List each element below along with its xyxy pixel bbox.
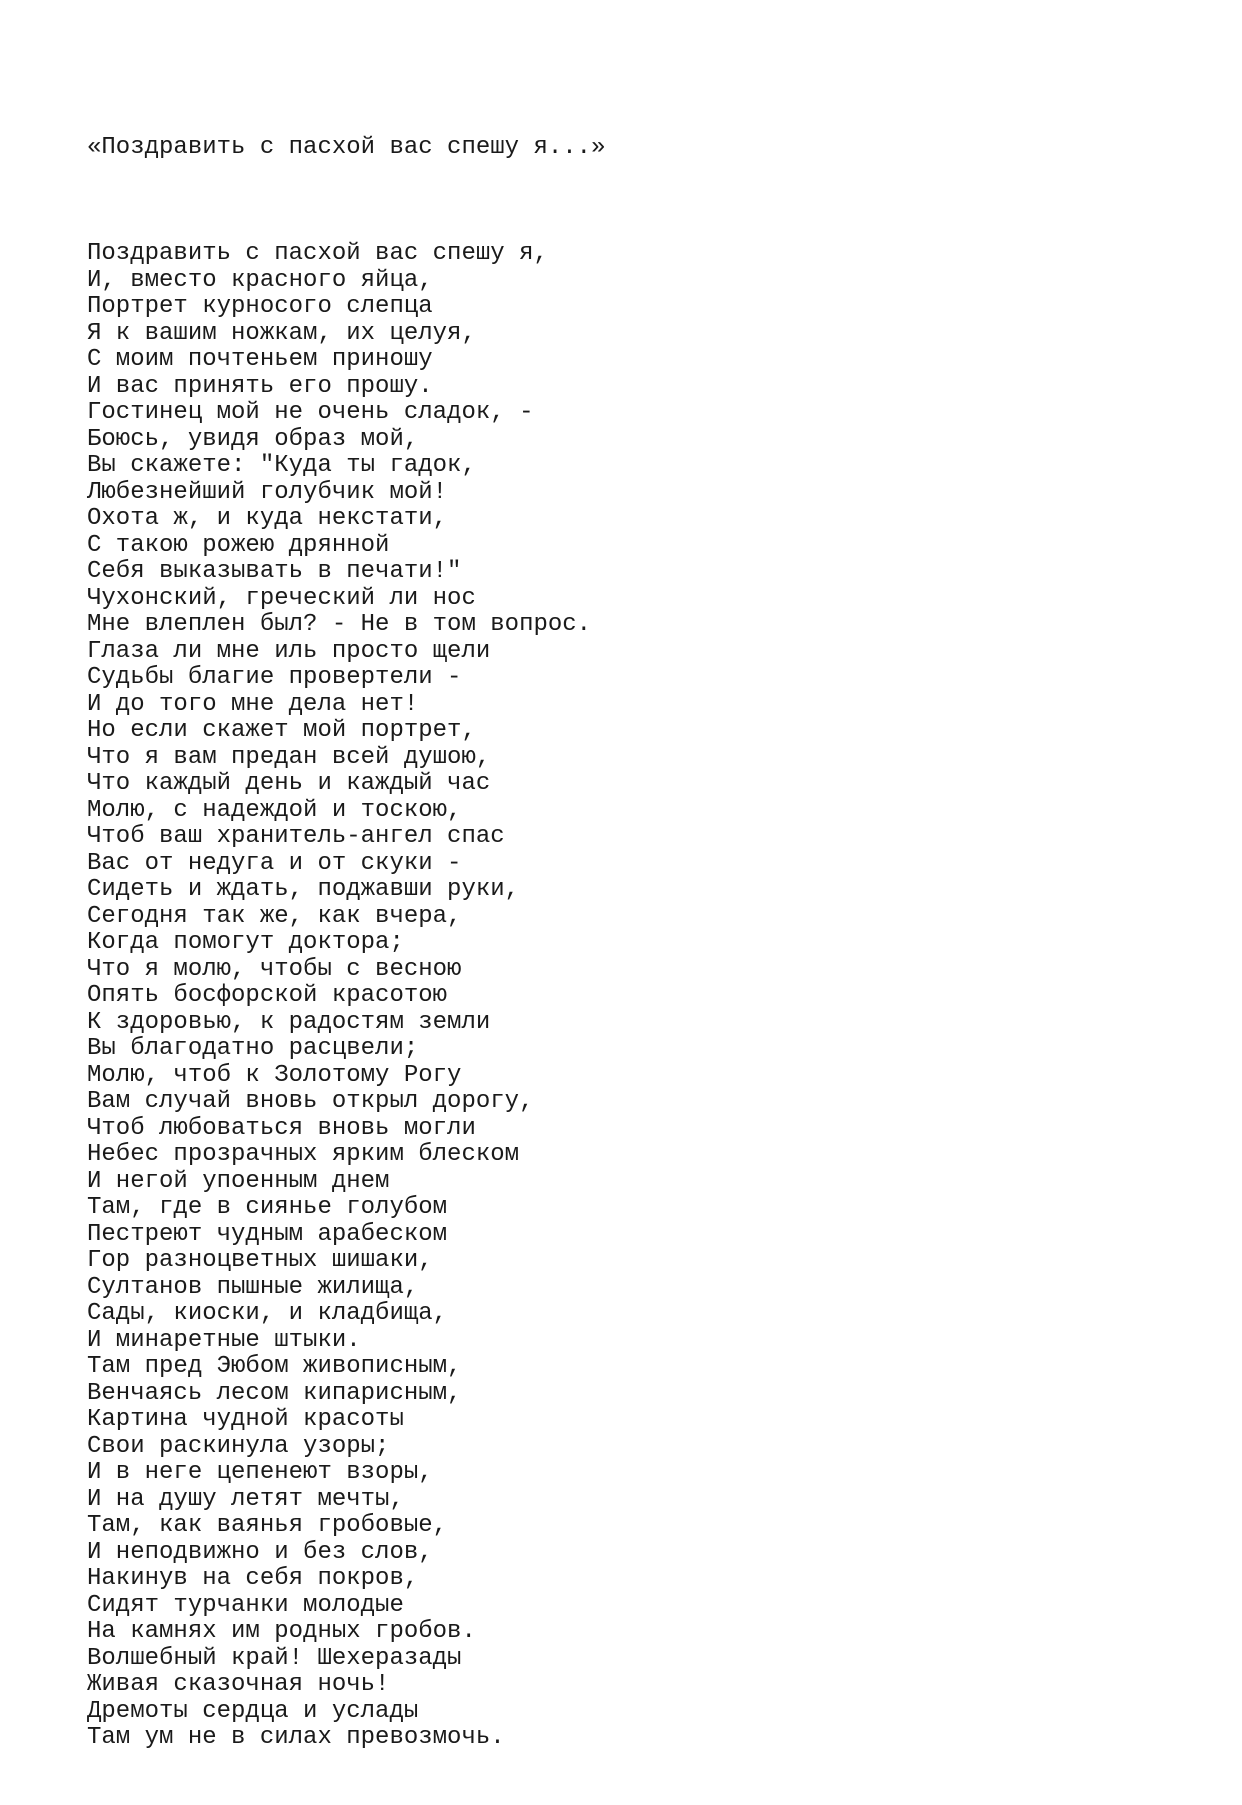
poem-line: И минаретные штыки.	[87, 1326, 361, 1354]
poem-line: Молю, чтоб к Золотому Рогу	[87, 1061, 462, 1089]
poem-line: Вы скажете: "Куда ты гадок,	[87, 452, 476, 479]
poem-line: Вам случай вновь открыл дорогу,	[87, 1088, 534, 1115]
poem-line: Там, как ваянья гробовые,	[87, 1512, 448, 1539]
poem-line: И до того мне дела нет!	[87, 690, 419, 718]
poem-line: Мне влеплен был? - Не в том вопрос.	[87, 611, 592, 638]
poem-line: Боюсь, увидя образ мой,	[87, 425, 419, 453]
poem-title: «Поздравить с пасхой вас спешу я...»	[87, 134, 606, 161]
poem-line: С такою рожею дрянной	[87, 531, 390, 559]
poem-line: Чтоб любоваться вновь могли	[87, 1114, 476, 1142]
poem-line: Но если скажет мой портрет,	[87, 717, 476, 744]
poem-line: И негой упоенным днем	[87, 1167, 390, 1195]
poem-line: Накинув на себя покров,	[87, 1565, 419, 1592]
poem-line: Там ум не в силах превозмочь.	[87, 1724, 505, 1751]
poem-line: Чухонский, греческий ли нос	[87, 584, 476, 612]
poem-line: И вас принять его прошу.	[87, 372, 433, 400]
poem-line: И неподвижно и без слов,	[87, 1538, 433, 1566]
poem-line: Картина чудной красоты	[87, 1406, 404, 1433]
poem-line: Свои раскинула узоры;	[87, 1432, 390, 1460]
poem-line: Молю, с надеждой и тоскою,	[87, 796, 462, 824]
poem-line: Чтоб ваш хранитель-ангел спас	[87, 823, 505, 850]
poem-line: Вы благодатно расцвели;	[87, 1035, 419, 1062]
poem-line: Себя выказывать в печати!"	[87, 558, 462, 585]
poem-line: Любезнейший голубчик мой!	[87, 478, 448, 506]
poem-line: Там пред Эюбом живописным,	[87, 1353, 462, 1380]
poem-line: Сегодня так же, как вчера,	[87, 902, 462, 930]
poem-line: И, вместо красного яйца,	[87, 266, 433, 294]
poem-line: На камнях им родных гробов.	[87, 1618, 476, 1645]
poem-line: Гостинец мой не очень сладок, -	[87, 399, 534, 426]
poem-line: Венчаясь лесом кипарисным,	[87, 1379, 462, 1407]
poem-line: Вас от недуга и от скуки -	[87, 849, 462, 877]
poem-line: Сидят турчанки молодые	[87, 1591, 404, 1619]
poem-line: Портрет курносого слепца	[87, 293, 433, 320]
poem-line: Глаза ли мне иль просто щели	[87, 637, 491, 665]
poem-line: Что я молю, чтобы с весною	[87, 955, 462, 983]
poem-line: Султанов пышные жилища,	[87, 1273, 419, 1301]
poem-lines	[87, 241, 605, 1752]
poem-line: Судьбы благие провертели -	[87, 664, 462, 691]
poem-line: Я к вашим ножкам, их целуя,	[87, 319, 476, 347]
poem-line: Что каждый день и каждый час	[87, 770, 491, 797]
poem-line: Пестреют чудным арабеском	[87, 1220, 448, 1248]
poem-line: Когда помогут доктора;	[87, 929, 404, 956]
poem-line: И на душу летят мечты,	[87, 1485, 404, 1513]
poem-line: Там, где в сиянье голубом	[87, 1194, 448, 1221]
poem-line: Охота ж, и куда некстати,	[87, 505, 448, 532]
poem-line: Небес прозрачных ярким блеском	[87, 1141, 520, 1168]
poem-line: Живая сказочная ночь!	[87, 1671, 390, 1698]
poem-line: Волшебный край! Шехеразады	[87, 1644, 462, 1672]
poem-line: Сидеть и ждать, поджавши руки,	[87, 876, 520, 903]
poem-line: Поздравить с пасхой вас спешу я,	[87, 240, 548, 267]
poem-line: И в неге цепенеют взоры,	[87, 1459, 433, 1486]
poem-line: К здоровью, к радостям земли	[87, 1008, 491, 1036]
poem-line: Опять босфорской красотою	[87, 982, 448, 1009]
poem-text	[87, 82, 605, 1805]
poem-line: Сады, киоски, и кладбища,	[87, 1300, 448, 1327]
poem-line: Гор разноцветных шишаки,	[87, 1247, 433, 1274]
poem-line: С моим почтеньем приношу	[87, 346, 433, 373]
poem-line: Что я вам предан всей душою,	[87, 743, 491, 771]
poem-line: Дремоты сердца и услады	[87, 1697, 419, 1725]
